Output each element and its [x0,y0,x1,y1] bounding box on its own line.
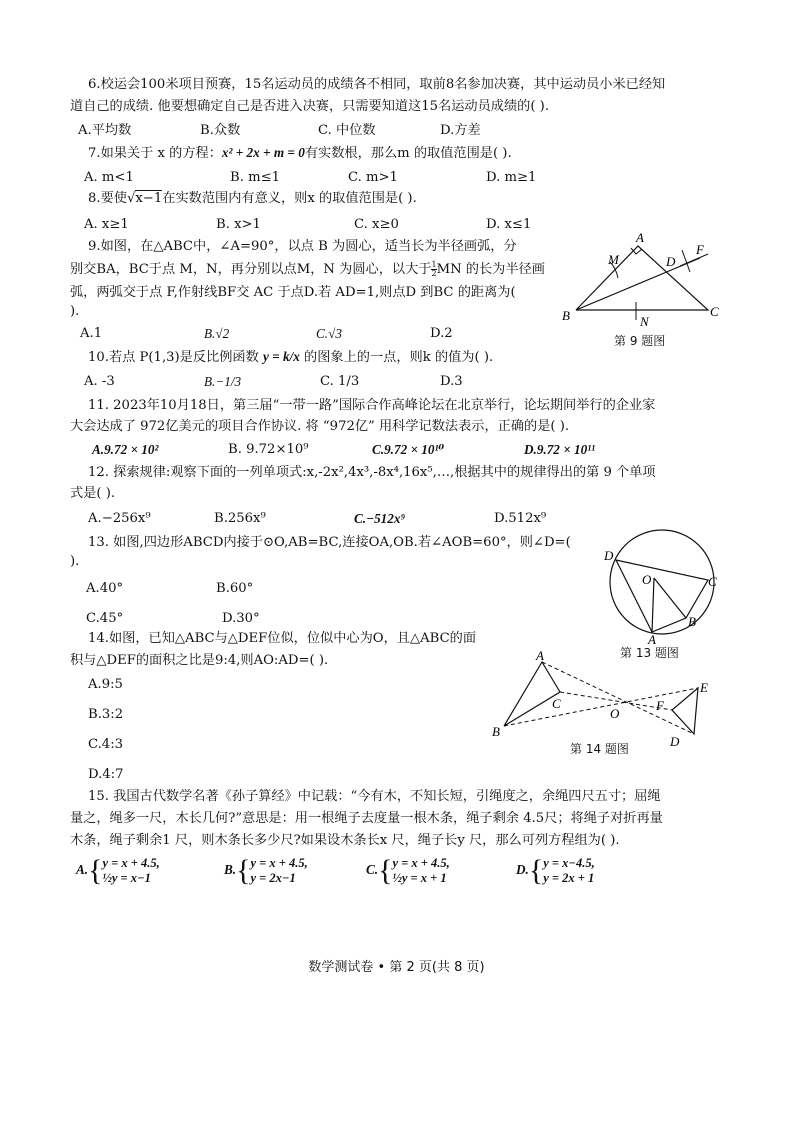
q15-option-b-system [251,856,308,886]
q13-circle [610,530,714,634]
q15-option-c-brace: { [378,853,393,887]
q6-line2: 道自己的成绩. 他要想确定自己是否进入决赛，只需要知道这15名运动员成绩的( ). [70,99,550,114]
q15-option-d-brace: { [528,853,544,887]
q7-option-a: A. m<1 [84,170,134,185]
q14-option-c: C.4:3 [88,737,124,752]
q14-option-b: B.3:2 [88,707,124,722]
q13-caption: 第 13 题图 [620,646,679,660]
q14-line2: 积与△DEF的面积之比是9:4,则AO:AD=( ). [70,653,329,668]
q12-option-a: A.−256x⁹ [88,511,151,526]
q8-radical-sign: √ [126,191,136,206]
q13-line2: ). [70,554,80,569]
q8-line [88,190,417,208]
q9-option-b: B.√2 [204,326,230,341]
q11-option-d: D.9.72 × 10¹¹ [524,442,596,457]
q11-option-a: A.9.72 × 10² [92,442,159,457]
q9-arc-f1 [682,250,690,272]
q8-prefix: 8.要使 [88,191,127,206]
q12-option-b: B.256x⁹ [214,511,266,526]
q12-option-d: D.512x⁹ [494,511,547,526]
q15-option-b-brace: { [236,853,251,887]
q12-line2: 式是( ). [70,486,116,501]
q7-option-d: D. m≥1 [486,170,537,185]
q9-label-n: N [640,314,649,329]
q9-frac-num: 1 [431,260,437,269]
q9-option-a: A.1 [80,326,103,341]
q10-prefix: 10.若点 P(1,3)是反比例函数 [88,350,259,365]
q15-option-b-eq2: y = 2x−1 [250,870,296,885]
q15-option-c-system [393,856,450,886]
q13-label-b: B [688,614,696,629]
q14-label-f: F [656,698,664,713]
q9-label-c: C [710,304,719,319]
q13-option-d: D.30° [222,611,260,626]
q15-option-b-letter: B. [224,862,237,877]
q13-label-a: A [648,632,656,647]
q14-dashed-be [504,688,698,726]
q9-line3: 弧，两弧交于点 F,作射线BF交 AC 于点D.若 AD=1,则点D 到BC 的距离为( [70,285,516,300]
q15-option-d-eq1: y = x−4.5, [543,855,595,870]
q12-line1: 12. 探索规律:观察下面的一列单项式:x,-2x²,4x³,-8x⁴,16x⁵,…,根据其中的规律得出的第 9 个单项 [88,465,656,480]
q7-option-c: C. m>1 [348,170,398,185]
q6-option-c: C. 中位数 [318,123,376,138]
q14-option-d: D.4:7 [88,767,124,782]
q9-line2 [70,261,545,279]
q6-option-d: D.方差 [440,123,481,138]
q15-option-b [224,852,308,889]
q15-option-c-letter: C. [366,862,379,877]
q15-option-c-eq1: y = x + 4.5, [392,855,450,870]
q15-option-d [516,852,595,889]
q9-label-d: D [666,254,676,269]
q9-label-a: A [636,230,644,245]
q15-option-a-system [103,856,160,886]
q11-option-c: C.9.72 × 10¹⁰ [372,442,445,457]
q14-figure [490,650,720,750]
q7-line [88,144,512,163]
q15-option-d-letter: D. [516,862,529,877]
q13-segment-oa [652,578,654,632]
q14-label-d: D [670,734,680,749]
q15-line3: 木条，绳子剩余1 尺，则木条长多少尺?如果设木条长x 尺，绳子长y 尺，那么可列方程组为( ). [70,833,620,848]
q9-label-f: F [696,242,704,257]
q15-option-a [76,852,160,889]
q13-segment-ob [654,578,686,618]
q9-triangle [576,246,708,310]
q13-figure [600,528,730,648]
q14-label-b: B [492,724,500,739]
q13-label-o: O [642,572,652,587]
q10-option-b: B.−1/3 [204,374,242,389]
q14-line1: 14.如图，已知△ABC与△DEF位似，位似中心为O，且△ABC的面 [88,631,477,646]
q9-label-b: B [562,308,570,323]
q11-option-b: B. 9.72×10⁹ [228,442,309,457]
q15-line2: 量之，绳多一尺，木长几何?”意思是：用一根绳子去度量一根木条，绳子剩余 4.5尺；将绳子对折再量 [70,811,663,826]
q15-option-a-letter: A. [76,862,89,877]
q14-label-o: O [610,706,620,721]
q9-line2-b: MN 的长为半径画 [436,262,545,277]
q6-line1: 6.校运会100米项目预赛，15名运动员的成绩各不相同，取前8名参加决赛，其中运动员小米已经知 [88,77,666,92]
q13-option-b: B.60° [216,581,254,596]
q13-option-a: A.40° [86,581,124,596]
q9-label-m: M [608,252,619,267]
q9-caption: 第 9 题图 [614,334,666,348]
q8-option-d: D. x≤1 [486,217,532,232]
q8-option-a: A. x≥1 [84,217,129,232]
q8-radicand: x−1 [135,191,163,206]
q9-line1: 9.如图，在△ABC中，∠A=90°，以点 B 为圆心，适当长为半径画弧，分 [88,239,517,254]
q12-option-c: C.−512x⁹ [354,511,406,526]
q14-dashed-ad [542,662,694,734]
q15-line1: 15. 我国古代数学名著《孙子算经》中记载：“今有木，不知长短，引绳度之，余绳四尺五寸；屈绳 [88,789,661,804]
q9-line2-a: 别交BA，BC于点 M，N，再分别以点M，N 为圆心，以大于 [70,262,432,277]
q10-function: y = k/x [263,349,300,364]
q15-option-d-eq2: y = 2x + 1 [543,870,595,885]
q15-option-b-eq1: y = x + 4.5, [250,855,308,870]
q15-option-c-eq2: ½y = x + 1 [392,870,447,885]
q14-triangle-abc [504,662,560,726]
q6-option-b: B.众数 [200,123,241,138]
q14-label-e: E [700,680,708,695]
q6-option-a: A.平均数 [78,123,132,138]
q10-option-c: C. 1/3 [320,374,360,389]
q15-option-d-system [543,856,595,886]
q11-line1: 11. 2023年10月18日，第三届“一带一路”国际合作高峰论坛在北京举行，论坛期间举行的企业家 [88,398,656,413]
q8-suffix: 在实数范围内有意义，则x 的取值范围是( ). [162,191,417,206]
q15-option-a-eq1: y = x + 4.5, [102,855,160,870]
q15-option-c [366,852,450,889]
q14-triangle-def [672,688,698,734]
q10-suffix: 的图象上的一点，则k 的值为( ). [304,350,494,365]
q8-option-b: B. x>1 [216,217,261,232]
q9-option-d: D.2 [430,326,453,341]
q13-label-d: D [604,548,614,563]
q7-equation: x² + 2x + m = 0 [221,145,305,160]
q13-label-c: C [708,574,717,589]
q9-frac-den: 2 [431,269,437,278]
q13-line1: 13. 如图,四边形ABCD内接于⊙O,AB=BC,连接OA,OB.若∠AOB=60°，则∠D=( [88,535,571,550]
q15-option-a-eq2: ½y = x−1 [102,870,151,885]
q9-figure [560,232,735,332]
q14-label-c: C [552,696,561,711]
q10-option-a: A. -3 [84,374,115,389]
q14-option-a: A.9:5 [88,677,123,692]
q7-prefix: 7.如果关于 x 的方程： [88,146,222,161]
q9-line4: ). [70,304,80,319]
q11-line2: 大会达成了 972亿美元的项目合作协议. 将 “972亿” 用科学记数法表示，正确的是( ). [70,419,570,434]
q9-option-c: C.√3 [316,326,342,341]
q13-option-c: C.45° [86,611,124,626]
q14-label-a: A [536,648,544,663]
q15-option-a-brace: { [88,853,103,887]
q10-line [88,348,493,367]
q8-option-c: C. x≥0 [354,217,399,232]
q10-option-d: D.3 [440,374,463,389]
q7-option-b: B. m≤1 [230,170,281,185]
page-footer: 数学测试卷 • 第 2 页(共 8 页) [308,960,485,975]
q14-caption: 第 14 题图 [570,742,629,756]
q7-suffix: 有实数根，那么m 的取值范围是( ). [304,146,512,161]
